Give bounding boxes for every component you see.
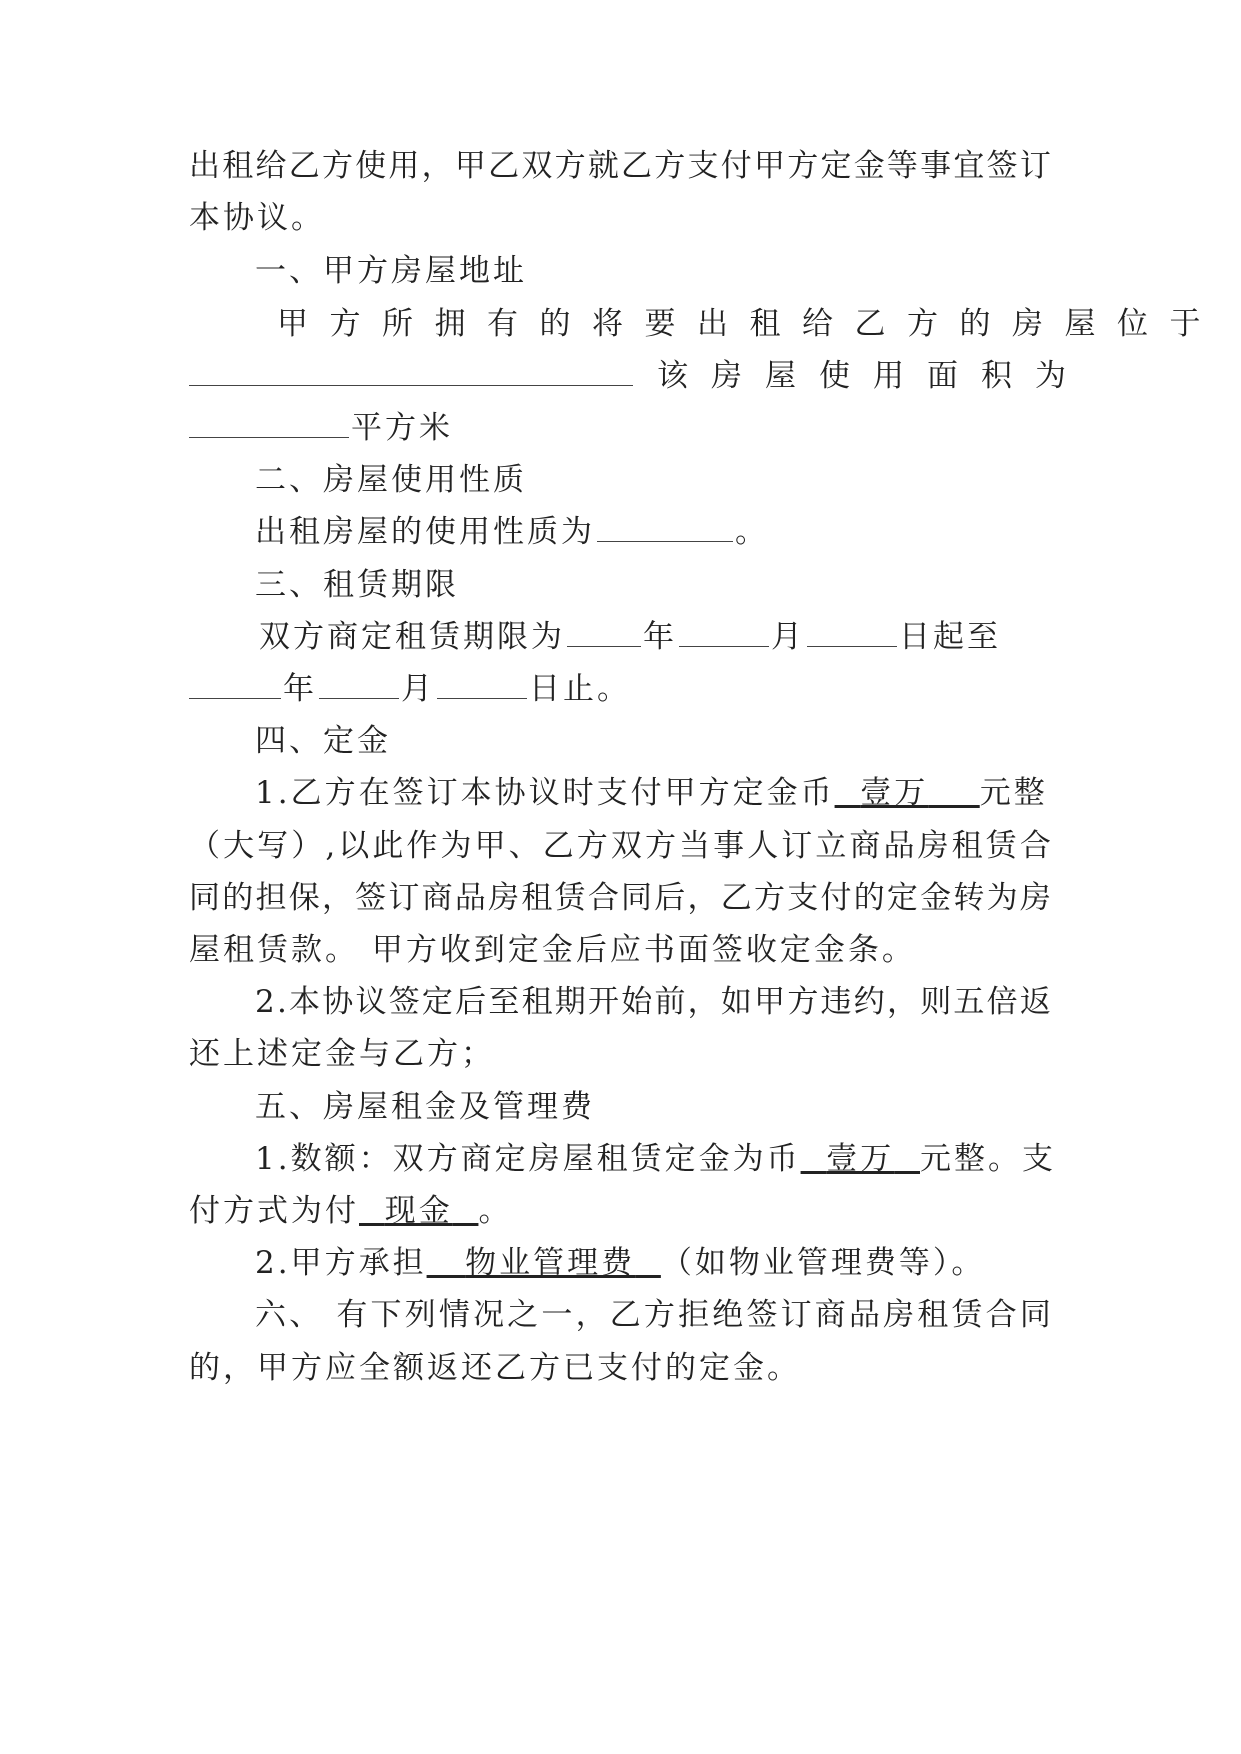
text: 年: [643, 619, 677, 655]
glyph: 后: [654, 880, 686, 916]
amount-value: 壹万: [826, 1141, 895, 1177]
glyph: 方: [576, 828, 608, 864]
glyph: 给: [255, 148, 287, 184]
text-line: [189, 404, 1051, 452]
glyph: 乙: [488, 148, 520, 184]
glyph: 乙: [621, 148, 653, 184]
glyph: 签: [986, 148, 1018, 184]
text-line: [255, 769, 1051, 817]
text: 平方米: [351, 410, 453, 446]
glyph: 大: [223, 828, 255, 864]
text: 日止。: [529, 671, 631, 707]
glyph: 双: [521, 148, 553, 184]
glyph: ，: [886, 984, 918, 1020]
glyph: 列: [404, 1297, 436, 1333]
filled-payment-method: [359, 1193, 478, 1229]
heading-text: 二、房屋使用性质: [255, 462, 527, 498]
glyph: 金: [920, 880, 952, 916]
glyph: .: [276, 984, 287, 1020]
glyph: 人: [747, 828, 779, 864]
payment-value: 现金: [384, 1193, 453, 1229]
blank-area: [189, 407, 349, 438]
glyph: 品: [848, 1297, 880, 1333]
glyph: 拒: [678, 1297, 710, 1333]
glyph: 付: [720, 148, 752, 184]
glyph: 出: [189, 148, 220, 184]
glyph: 方: [787, 148, 819, 184]
glyph: 品: [454, 880, 486, 916]
glyph: 订: [780, 1297, 812, 1333]
text-line: [255, 978, 1051, 1026]
glyph: 商: [421, 880, 453, 916]
glyph: 写: [257, 828, 289, 864]
text: [255, 978, 1051, 1026]
glyph: 订: [781, 828, 813, 864]
glyph: 赁: [951, 1297, 983, 1333]
text-line: [255, 508, 1051, 556]
glyph: 付: [820, 880, 852, 916]
text: 月: [771, 619, 805, 655]
glyph: 乙: [288, 148, 320, 184]
glyph: 2: [255, 984, 275, 1020]
glyph: 约: [853, 984, 885, 1020]
glyph: 方: [643, 1297, 675, 1333]
glyph: ，: [687, 984, 719, 1020]
glyph: 定: [886, 880, 918, 916]
glyph: 用: [388, 148, 420, 184]
glyph: 绝: [712, 1297, 744, 1333]
blank-address: [189, 355, 633, 386]
glyph: 情: [438, 1297, 470, 1333]
amount-value: 壹万: [860, 775, 929, 811]
section-heading-5: [255, 1083, 1051, 1131]
glyph: 订: [388, 880, 420, 916]
glyph: 租: [917, 1297, 949, 1333]
blank-end-day: [437, 668, 527, 699]
text-line: [259, 613, 1051, 661]
glyph: 支: [787, 880, 819, 916]
glyph: 订: [1019, 148, 1051, 184]
glyph: 协: [322, 984, 354, 1020]
blank-usage: [597, 511, 733, 542]
glyph: 方: [753, 880, 785, 916]
text: 月: [401, 671, 435, 707]
blank-end-month: [319, 668, 399, 699]
glyph: 方: [554, 148, 586, 184]
glyph: 五: [953, 984, 985, 1020]
glyph: 金: [853, 148, 885, 184]
text: 该房屋使用面积为: [657, 358, 1089, 394]
text-line: [189, 665, 1051, 713]
glyph: 方: [787, 984, 819, 1020]
glyph: 签: [388, 984, 420, 1020]
glyph: 房: [1019, 880, 1051, 916]
section-heading-2: [255, 456, 1051, 504]
text: 日起至: [899, 619, 1001, 655]
text: 付方式为付: [189, 1193, 359, 1229]
text: 的，甲方应全额返还乙方已支付的定金。: [189, 1350, 801, 1386]
glyph: 方: [321, 148, 353, 184]
glyph: 同: [189, 880, 220, 916]
glyph: 宜: [953, 148, 985, 184]
glyph: 此: [372, 828, 404, 864]
glyph: 下: [370, 1297, 402, 1333]
heading-text: 三、租赁期限: [255, 567, 459, 603]
glyph: 转: [953, 880, 985, 916]
glyph: 违: [820, 984, 852, 1020]
glyph: 租: [521, 880, 553, 916]
filled-amount: [801, 1141, 920, 1177]
glyph: 使: [355, 148, 387, 184]
section-heading-3: [255, 561, 1051, 609]
text-line: [189, 142, 1051, 190]
text-line: [189, 352, 1089, 400]
text-line: [189, 822, 1051, 870]
glyph: 至: [488, 984, 520, 1020]
glyph: 则: [920, 984, 952, 1020]
glyph: ，: [321, 880, 353, 916]
glyph: 当: [679, 828, 711, 864]
glyph: 合: [1019, 828, 1051, 864]
filled-fee: [427, 1245, 661, 1281]
glyph: ，: [687, 880, 719, 916]
text-line: [189, 1030, 1051, 1078]
glyph: 同: [621, 880, 653, 916]
text: 还上述定金与乙方；: [189, 1036, 495, 1072]
heading-text: 五、房屋租金及管理费: [255, 1089, 595, 1125]
glyph: 甲: [454, 148, 486, 184]
glyph: 租: [222, 148, 254, 184]
glyph: 前: [654, 984, 686, 1020]
glyph: 的: [853, 880, 885, 916]
glyph: 始: [621, 984, 653, 1020]
glyph: 六: [255, 1297, 286, 1333]
glyph: 租: [951, 828, 983, 864]
glyph: 乙: [542, 828, 574, 864]
glyph: 甲: [474, 828, 506, 864]
glyph: 支: [687, 148, 719, 184]
section-heading-4: [255, 717, 1051, 765]
text-line: [189, 194, 1051, 242]
text: （如物业管理费等）。: [660, 1245, 986, 1281]
text: 元整。支: [920, 1141, 1057, 1177]
text: 1.乙方在签订本协议时支付甲方定金币: [255, 775, 835, 811]
glyph: [323, 1291, 333, 1339]
glyph: 商: [849, 828, 881, 864]
text: 1.数额：双方商定房屋租赁定金为币: [255, 1141, 801, 1177]
glyph: 期: [554, 984, 586, 1020]
heading-text: 四、定金: [255, 723, 391, 759]
glyph: 就: [587, 148, 619, 184]
text: 出租房屋的使用性质为: [255, 514, 595, 550]
glyph: 租: [521, 984, 553, 1020]
glyph: 房: [488, 880, 520, 916]
glyph: 立: [815, 828, 847, 864]
glyph: ，: [575, 1297, 607, 1333]
glyph: 甲: [753, 148, 785, 184]
text: 。: [478, 1193, 513, 1229]
glyph: 倍: [986, 984, 1018, 1020]
glyph: 如: [720, 984, 752, 1020]
text: 。: [735, 514, 769, 550]
glyph: 乙: [720, 880, 752, 916]
glyph: 开: [588, 984, 619, 1020]
glyph: 签: [746, 1297, 778, 1333]
glyph: 定: [421, 984, 453, 1020]
glyph: 品: [883, 828, 915, 864]
text: 本协议。: [189, 200, 325, 236]
glyph: 一: [541, 1297, 573, 1333]
glyph: 作: [406, 828, 438, 864]
text: [189, 822, 1051, 870]
text-line: [189, 1344, 1051, 1392]
glyph: 甲: [754, 984, 786, 1020]
glyph: 保: [288, 880, 320, 916]
glyph: 方: [654, 148, 686, 184]
glyph: 合: [985, 1297, 1017, 1333]
glyph: ,: [325, 828, 336, 864]
text-line: [255, 1135, 1057, 1183]
glyph: 后: [455, 984, 487, 1020]
glyph: 合: [587, 880, 619, 916]
glyph: （: [189, 828, 220, 864]
glyph: 商: [814, 1297, 846, 1333]
glyph: 方: [644, 828, 676, 864]
blank-end-year: [189, 668, 281, 699]
glyph: 赁: [985, 828, 1017, 864]
glyph: 之: [507, 1297, 539, 1333]
glyph: 签: [355, 880, 387, 916]
section-heading-1: [255, 247, 1051, 295]
text: [189, 874, 1051, 922]
text: 屋租赁款。 甲方收到定金后应书面签收定金条。: [189, 932, 916, 968]
glyph: ）: [291, 828, 323, 864]
glyph: 赁: [554, 880, 586, 916]
text: [255, 1291, 1051, 1339]
glyph: 为: [986, 880, 1018, 916]
glyph: 、: [289, 1297, 321, 1333]
glyph: 有: [336, 1297, 368, 1333]
fee-value: 物业管理费: [465, 1245, 636, 1281]
glyph: 为: [440, 828, 472, 864]
glyph: 同: [1019, 1297, 1051, 1333]
text-line: [189, 926, 1051, 974]
filled-amount: [835, 775, 980, 811]
heading-text: 一、甲方房屋地址: [255, 253, 527, 289]
text-line: [255, 1239, 1051, 1287]
glyph: 的: [222, 880, 254, 916]
glyph: 房: [917, 828, 949, 864]
glyph: 担: [255, 880, 287, 916]
text-line: [255, 1291, 1051, 1339]
blank-start-year: [567, 616, 641, 647]
text: 元整: [979, 775, 1048, 811]
text-line: [189, 874, 1051, 922]
text-line: [277, 300, 1222, 348]
glyph: 以: [338, 828, 370, 864]
glyph: 议: [355, 984, 387, 1020]
glyph: 双: [610, 828, 642, 864]
glyph: ，: [421, 148, 453, 184]
glyph: 返: [1019, 984, 1051, 1020]
glyph: 本: [289, 984, 321, 1020]
glyph: 房: [883, 1297, 915, 1333]
glyph: 事: [713, 828, 745, 864]
glyph: 定: [820, 148, 852, 184]
blank-start-day: [807, 616, 897, 647]
text: 年: [283, 671, 317, 707]
text: 2.甲方承担: [255, 1245, 427, 1281]
glyph: 乙: [609, 1297, 641, 1333]
text: [189, 142, 1051, 190]
blank-start-month: [679, 616, 769, 647]
text: 甲方所拥有的将要出租给乙方的房屋位于: [277, 306, 1222, 342]
text: 双方商定租赁期限为: [259, 619, 565, 655]
glyph: 等: [886, 148, 918, 184]
text-line: [189, 1187, 1051, 1235]
glyph: 况: [473, 1297, 505, 1333]
glyph: 、: [508, 828, 540, 864]
glyph: 事: [920, 148, 952, 184]
